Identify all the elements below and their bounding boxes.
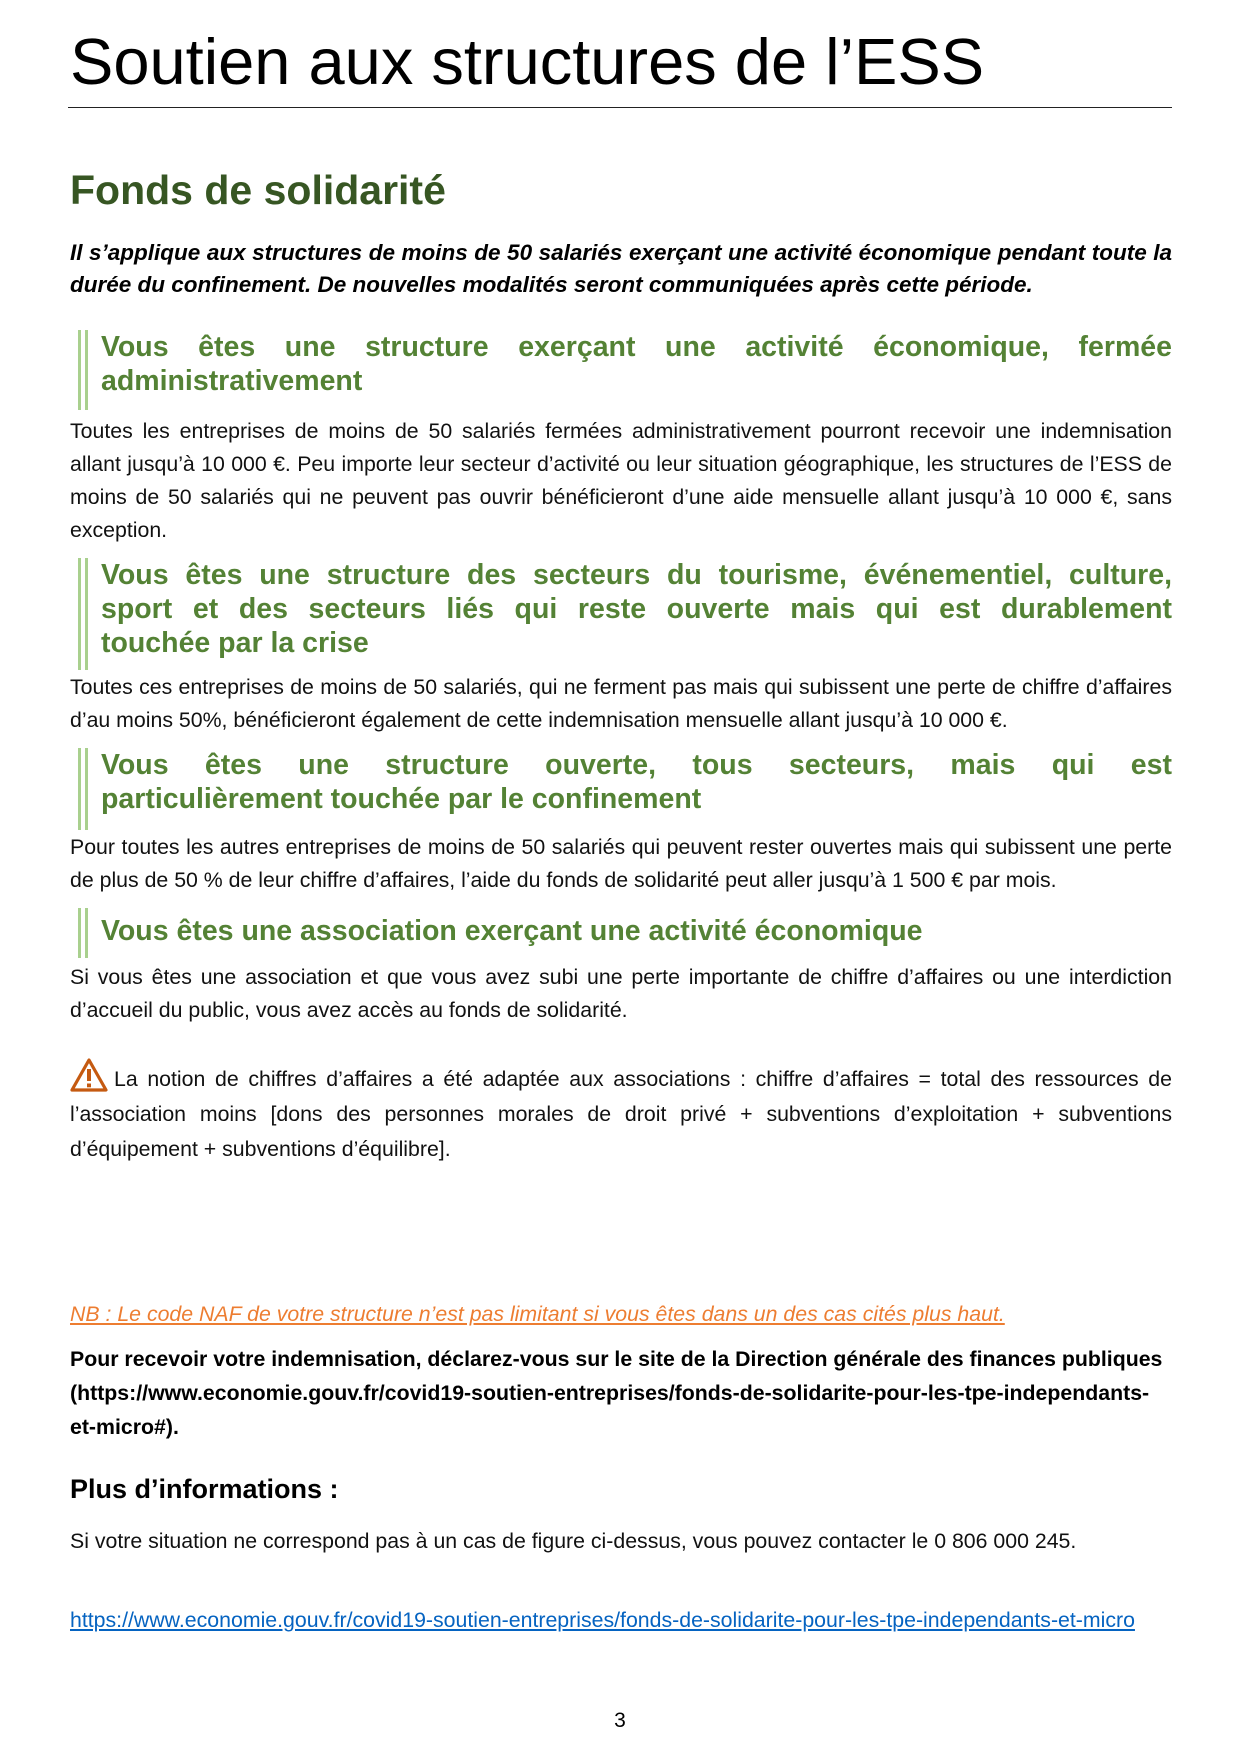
case-4-heading-line-1: Vous êtes une association exerçant une activité économique: [101, 915, 923, 947]
case-3-heading: [78, 748, 1172, 830]
more-info-link[interactable]: https://www.economie.gouv.fr/covid19-soutien-entreprises/fonds-de-solidarite-pour-les-tpe-independants-et-micro: [70, 1608, 1135, 1632]
warning-triangle-icon: [70, 1058, 108, 1092]
page-number: 3: [614, 1709, 626, 1732]
warning-paragraph: [70, 1058, 1172, 1167]
case-4-body: Si vous êtes une association et que vous avez subi une perte importante de chiffre d’affaires ou une interdiction d’accueil du public, vous avez accès au fonds de solidarité.: [70, 965, 1172, 1022]
heading-bar-decoration: [78, 558, 88, 670]
page-title: Soutien aux structures de l’ESS: [70, 25, 985, 98]
case-1-heading-line-2: administrativement: [101, 365, 363, 397]
case-3-heading-line-1: Vous êtes une structure ouverte, tous secteurs, mais qui est: [101, 749, 1172, 781]
intro-paragraph: Il s’applique aux structures de moins de 50 salariés exerçant une activité économique pendant toute la durée du confinement. De nouvelles modalités seront communiquées après cette période.: [70, 240, 1172, 297]
more-info-heading: Plus d’informations :: [70, 1474, 339, 1504]
case-1-body: Toutes les entreprises de moins de 50 salariés fermées administrativement pourront recevoir une indemnisation allant jusqu’à 10 000 €. Peu importe leur secteur d’activité ou leur situation géographique, les structures de l’ESS de moins de 50 salariés qui ne peuvent pas ouvrir bénéficieront d’une aide mensuelle allant jusqu’à 10 000 €, sans exception.: [70, 419, 1172, 542]
warning-text: La notion de chiffres d’affaires a été adaptée aux associations : chiffre d’affaires = total des ressources de l’association moins [dons des personnes morales de droit privé + subventions d’exploitation + subventions d’équipement + subventions d’équilibre].: [70, 1067, 1172, 1161]
heading-bar-decoration: [78, 908, 88, 958]
case-1-heading: [78, 330, 1172, 410]
title-underline: [68, 107, 1172, 108]
section-heading: Fonds de solidarité: [70, 167, 446, 213]
more-info-text: Si votre situation ne correspond pas à un cas de figure ci-dessus, vous pouvez contacter le 0 806 000 245.: [70, 1529, 1077, 1553]
case-3-body: Pour toutes les autres entreprises de moins de 50 salariés qui peuvent rester ouvertes mais qui subissent une perte de plus de 50 % de leur chiffre d’affaires, l’aide du fonds de solidarité peut aller jusqu’à 1 500 € par mois.: [70, 835, 1172, 892]
case-1-heading-line-1: Vous êtes une structure exerçant une activité économique, fermée: [101, 331, 1172, 363]
case-3-heading-line-2: particulièrement touchée par le confinement: [101, 783, 702, 815]
case-2-heading-line-2: sport et des secteurs liés qui reste ouverte mais qui est durablement: [101, 593, 1172, 625]
case-2-heading-line-1: Vous êtes une structure des secteurs du tourisme, événementiel, culture,: [101, 559, 1172, 591]
nb-note: NB : Le code NAF de votre structure n’est pas limitant si vous êtes dans un des cas cités plus haut.: [70, 1302, 1005, 1326]
case-4-heading: [78, 908, 1172, 958]
case-2-heading: [78, 558, 1172, 670]
heading-bar-decoration: [78, 330, 88, 410]
case-2-heading-line-3: touchée par la crise: [101, 627, 369, 659]
heading-bar-decoration: [78, 748, 88, 830]
declare-paragraph: Pour recevoir votre indemnisation, déclarez-vous sur le site de la Direction générale des finances publiques (https://www.economie.gouv.fr/covid19-soutien-entreprises/fonds-de-solidarite-pour-les-tpe-independants-et-micro#).: [70, 1347, 1163, 1439]
case-2-body: Toutes ces entreprises de moins de 50 salariés, qui ne ferment pas mais qui subissent une perte de chiffre d’affaires d’au moins 50%, bénéficieront également de cette indemnisation mensuelle allant jusqu’à 10 000 €.: [70, 675, 1172, 732]
